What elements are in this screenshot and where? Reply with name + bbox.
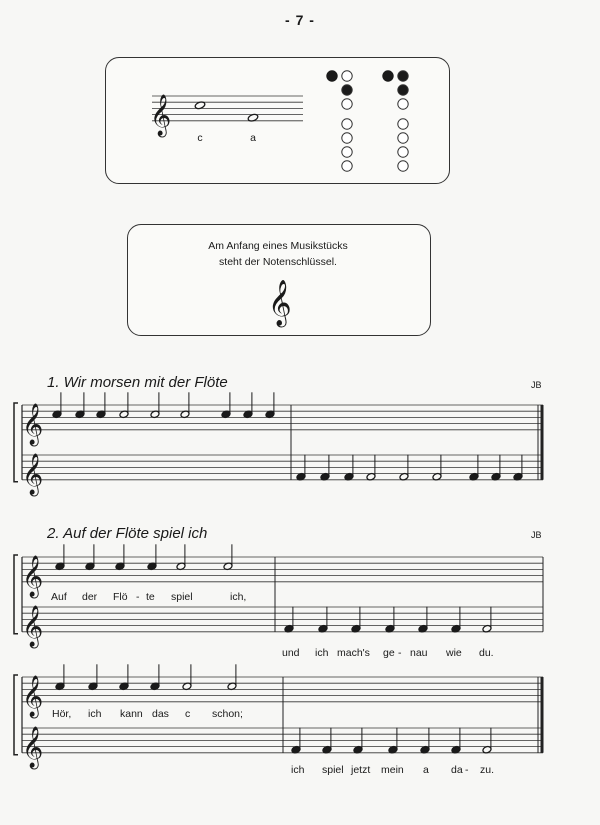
note-label-a: a	[250, 132, 256, 144]
system-bracket	[14, 675, 18, 755]
lyric-syllable: te	[146, 591, 155, 603]
lyric-syllable: und	[282, 647, 300, 659]
lyric-syllable: zu.	[480, 764, 495, 776]
system-bracket	[14, 403, 18, 482]
lyric-syllable: a	[423, 764, 429, 776]
lyric-syllable: Hör,	[52, 708, 72, 720]
info-line-1: Am Anfang eines Musikstücks	[208, 240, 348, 252]
lyric-syllable: Flö	[113, 591, 128, 603]
finger-hole-icon	[398, 85, 408, 95]
lyric-syllable: ich	[291, 764, 305, 776]
treble-clef-icon: 𝄞	[22, 453, 44, 495]
info-line-2: steht der Notenschlüssel.	[219, 256, 337, 268]
system-bracket	[14, 555, 18, 634]
finger-hole-icon	[398, 133, 408, 143]
lyric-syllable: schon;	[212, 708, 243, 720]
finger-hole-icon	[342, 119, 352, 129]
treble-clef-icon: 𝄞	[22, 675, 44, 717]
thumb-hole-icon	[383, 71, 393, 81]
lyric-syllable: kann	[120, 708, 143, 720]
finger-hole-icon	[342, 99, 352, 109]
lyric-syllable: mein	[381, 764, 404, 776]
finger-hole-icon	[398, 147, 408, 157]
finger-hole-icon	[342, 71, 352, 81]
note-label-c: c	[197, 132, 203, 144]
lyric-syllable: -	[465, 764, 469, 776]
lyric-syllable: ich	[315, 647, 329, 659]
finger-hole-icon	[342, 161, 352, 171]
song2-title: 2. Auf der Flöte spiel ich	[47, 525, 208, 542]
lyric-syllable: c	[185, 708, 191, 720]
lyric-syllable: mach's	[337, 647, 370, 659]
finger-hole-icon	[398, 99, 408, 109]
lyric-syllable: -	[136, 591, 140, 603]
lyric-syllable: wie	[446, 647, 462, 659]
treble-clef-icon: 𝄞	[268, 280, 292, 326]
page-number: - 7 -	[285, 12, 315, 28]
song2-credit: JB	[531, 530, 542, 540]
finger-hole-icon	[398, 161, 408, 171]
lyric-syllable: -	[398, 647, 402, 659]
finger-hole-icon	[398, 119, 408, 129]
treble-clef-icon: 𝄞	[22, 726, 44, 768]
lyric-syllable: jetzt	[351, 764, 371, 776]
treble-clef-icon: 𝄞	[22, 555, 44, 597]
song1-title: 1. Wir morsen mit der Flöte	[47, 374, 228, 391]
song1-credit: JB	[531, 380, 542, 390]
finger-hole-icon	[342, 133, 352, 143]
treble-clef-icon: 𝄞	[22, 403, 44, 445]
lyric-syllable: ich,	[230, 591, 247, 603]
lyric-syllable: nau	[410, 647, 428, 659]
finger-hole-icon	[342, 85, 352, 95]
lyric-syllable: ich	[88, 708, 102, 720]
finger-hole-icon	[342, 147, 352, 157]
lyric-syllable: du.	[479, 647, 494, 659]
lyric-syllable: ge	[383, 647, 395, 659]
treble-clef-icon: 𝄞	[150, 94, 172, 136]
lyric-syllable: das	[152, 708, 169, 720]
lyric-syllable: spiel	[171, 591, 193, 603]
lyric-syllable: der	[82, 591, 98, 603]
lyric-syllable: spiel	[322, 764, 344, 776]
treble-clef-icon: 𝄞	[22, 605, 44, 647]
lyric-syllable: da	[451, 764, 463, 776]
lyric-syllable: Auf	[51, 591, 67, 603]
thumb-hole-icon	[327, 71, 337, 81]
finger-hole-icon	[398, 71, 408, 81]
